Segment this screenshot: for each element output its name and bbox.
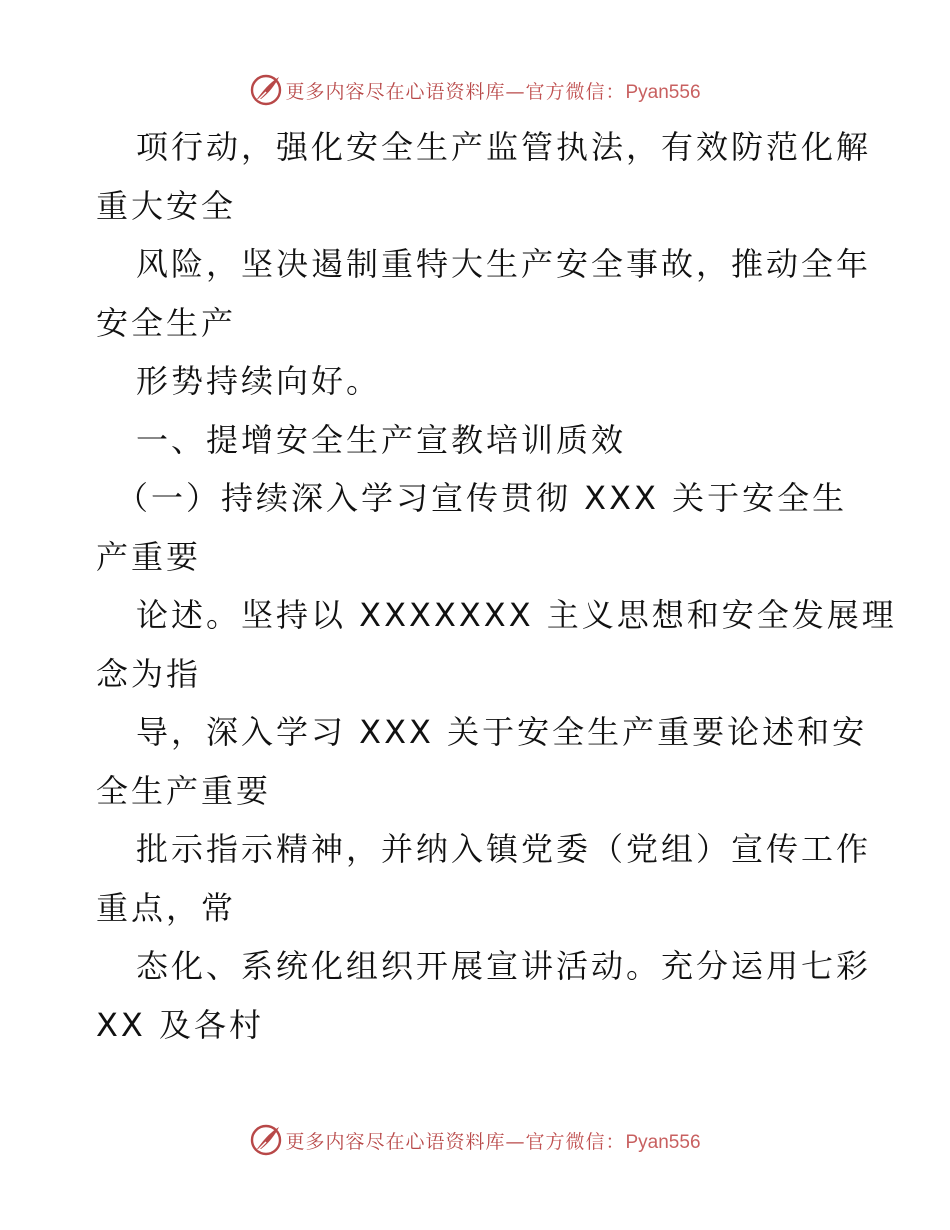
- footer-banner[interactable]: [0, 1120, 950, 1160]
- banner-wechat-label: 官方微信：: [525, 1130, 626, 1153]
- body-line: 态化、系统化组织开展宣讲活动。充分运用七彩: [136, 947, 872, 985]
- body-line: 论述。坚持以 XXXXXXX 主义思想和安全发展理: [136, 596, 897, 634]
- banner-wechat-label: 官方微信：: [525, 80, 626, 103]
- body-line: 安全生产: [96, 303, 237, 342]
- subsection-heading: （一）持续深入学习宣传贯彻 XXX 关于安全生: [116, 479, 848, 517]
- body-line: 形势持续向好。: [136, 362, 382, 400]
- body-line: 项行动，强化安全生产监管执法，有效防范化解: [136, 128, 872, 166]
- banner-site-text: 更多内容尽在心语资料库: [285, 1130, 506, 1153]
- body-line: 导，深入学习 XXX 关于安全生产重要论述和安: [136, 713, 868, 751]
- section-heading: 一、提增安全生产宣教培训质效: [136, 420, 627, 459]
- body-line: 产重要: [96, 537, 202, 576]
- body-line: 念为指: [96, 654, 202, 693]
- feather-pen-icon: [249, 73, 283, 107]
- body-line: XX 及各村: [96, 1005, 265, 1044]
- body-line: 重大安全: [96, 186, 237, 225]
- feather-pen-icon: [249, 1123, 283, 1157]
- banner-wechat-id: Pyan556: [625, 81, 701, 103]
- banner-wechat-id: Pyan556: [625, 1131, 701, 1153]
- document-body: [96, 118, 897, 1054]
- header-banner[interactable]: [0, 70, 950, 110]
- banner-dash: —: [505, 1130, 526, 1153]
- body-line: 重点，常: [96, 888, 237, 927]
- banner-site-text: 更多内容尽在心语资料库: [285, 80, 506, 103]
- body-line: 批示指示精神，并纳入镇党委（党组）宣传工作: [136, 830, 872, 868]
- banner-dash: —: [505, 80, 526, 103]
- body-line: 全生产重要: [96, 771, 272, 810]
- body-line: 风险，坚决遏制重特大生产安全事故，推动全年: [136, 245, 872, 283]
